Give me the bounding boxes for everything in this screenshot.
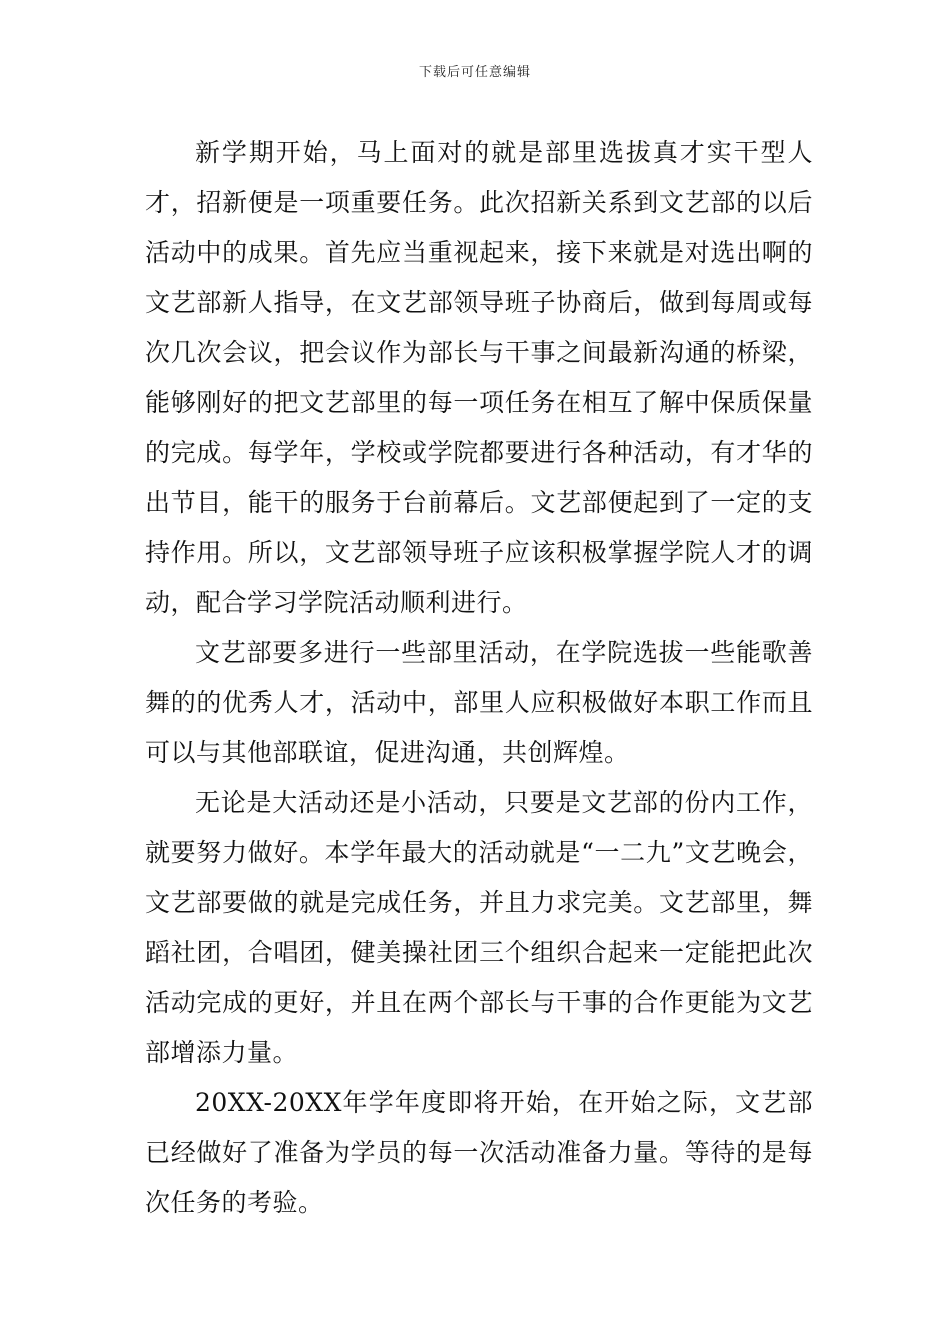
paragraph-3: 无论是大活动还是小活动，只要是文艺部的份内工作，就要努力做好。本学年最大的活动就是“一二九”文艺晚会，文艺部要做的就是完成任务，并且力求完美。文艺部里，舞蹈社团，合唱团，健美操社团三个组织合起来一定能把此次活动完成的更好，并且在两个部长与干事的合作更能为文艺部增添力量。	[145, 788, 813, 1067]
document-body	[145, 128, 813, 1228]
header-note: 下载后可任意编辑	[418, 65, 531, 80]
paragraph-4: 20XX-20XX年学年度即将开始，在开始之际，文艺部已经做好了准备为学员的每一次活动准备力量。等待的是每次任务的考验。	[145, 1088, 813, 1217]
paragraph-1: 新学期开始，马上面对的就是部里选拔真才实干型人才，招新便是一项重要任务。此次招新关系到文艺部的以后活动中的成果。首先应当重视起来，接下来就是对选出啊的文艺部新人指导，在文艺部领导班子协商后，做到每周或每次几次会议，把会议作为部长与干事之间最新沟通的桥梁，能够刚好的把文艺部里的每一项任务在相互了解中保质保量的完成。每学年，学校或学院都要进行各种活动，有才华的出节目，能干的服务于台前幕后。文艺部便起到了一定的支持作用。所以，文艺部领导班子应该积极掌握学院人才的调动，配合学习学院活动顺利进行。	[145, 138, 813, 617]
paragraph-2: 文艺部要多进行一些部里活动，在学院选拔一些能歌善舞的的优秀人才，活动中，部里人应积极做好本职工作而且可以与其他部联谊，促进沟通，共创辉煌。	[145, 638, 813, 767]
